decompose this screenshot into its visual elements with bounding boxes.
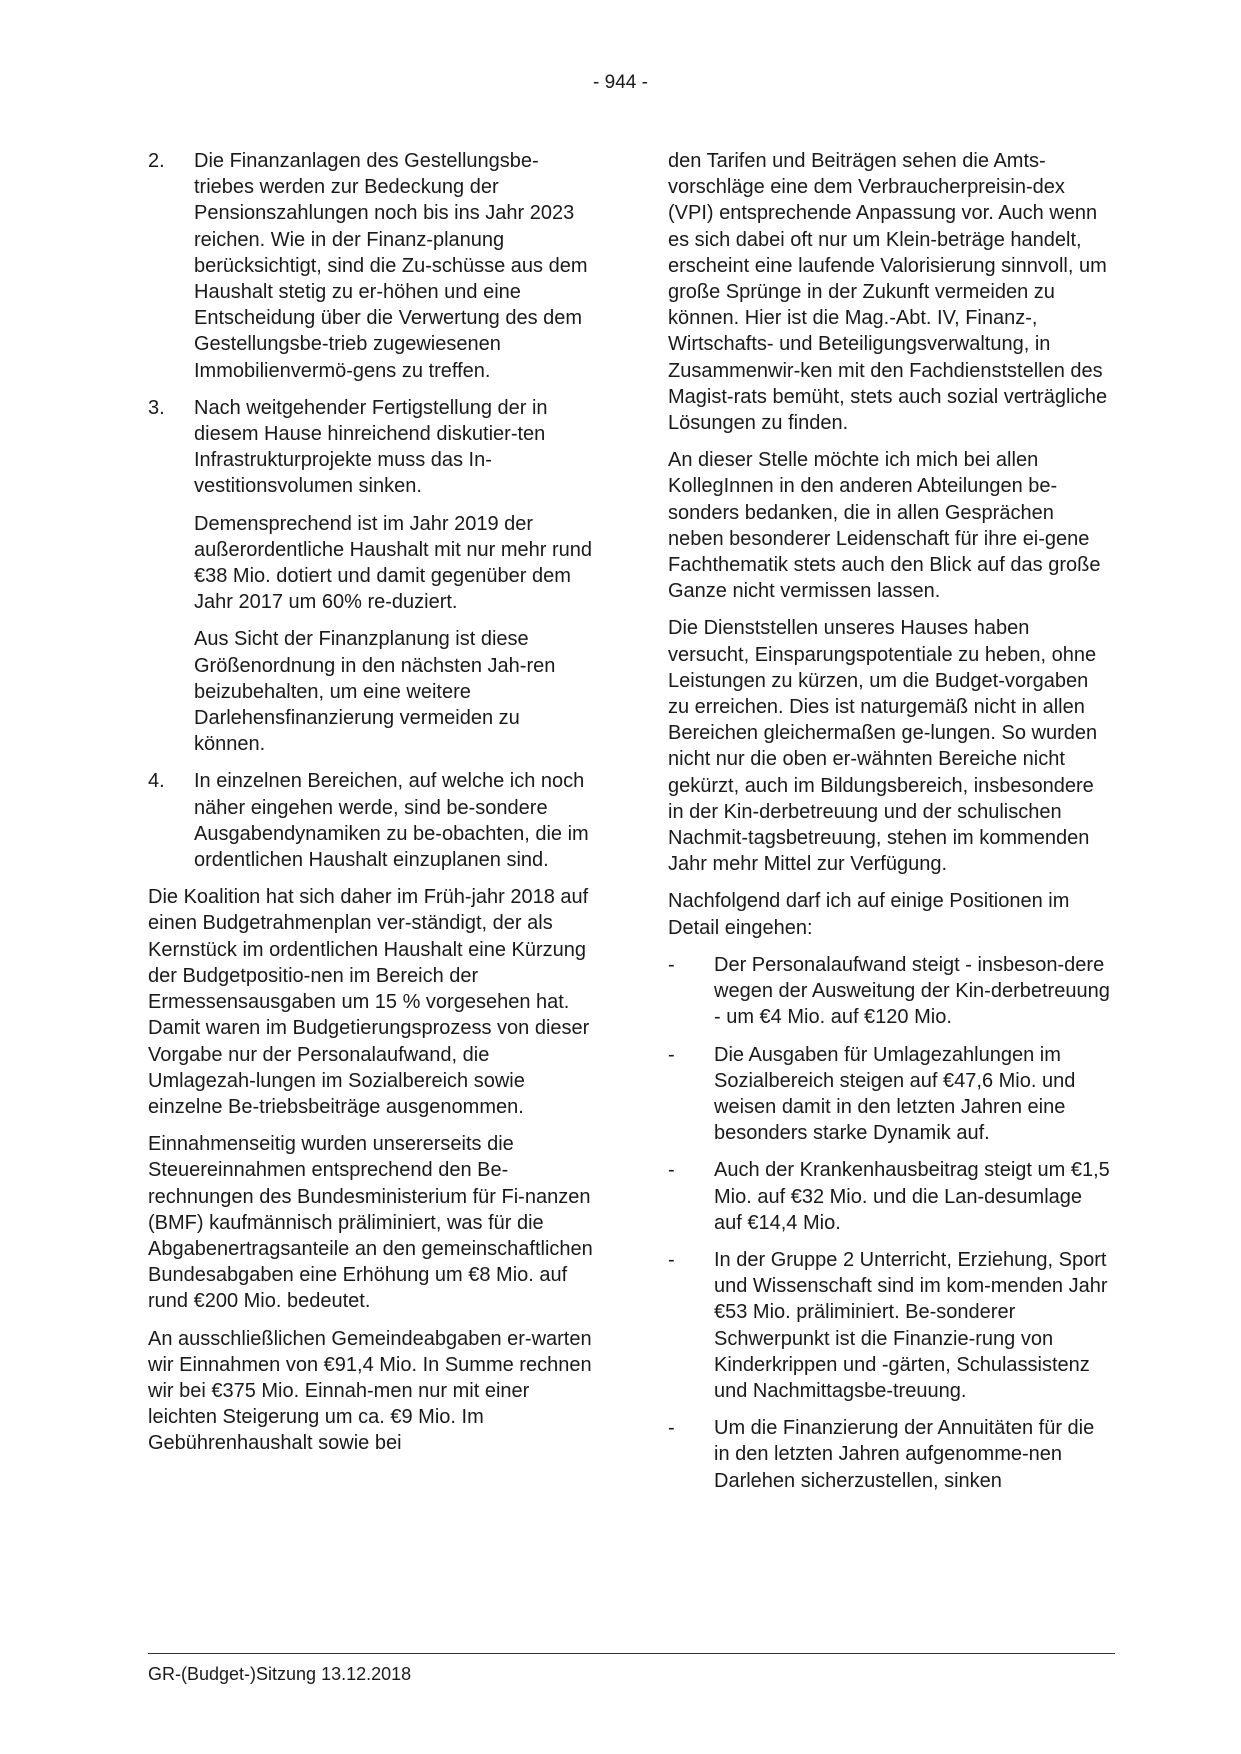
item-paragraph: In einzelnen Bereichen, auf welche ich noch näher eingehen werde, sind be-sondere Ausgabendynamiken zu be-obachten, die im ordentlichen Haushalt einzuplanen sind.	[194, 770, 589, 872]
dash-marker: -	[668, 1417, 675, 1440]
body-paragraph: An dieser Stelle möchte ich mich bei allen KollegInnen in den anderen Abteilungen be-sonders bedanken, die in allen Gesprächen neben besonderer Leidenschaft für ihre ei-gene Fachthematik stets auch den Blick auf das große Ganze nicht vermissen lassen.	[668, 449, 1101, 603]
body-paragraph: den Tarifen und Beiträgen sehen die Amts-vorschläge eine dem Verbraucherpreisin-dex (VPI) entsprechende Anpassung vor. Auch wenn es sich dabei oft nur um Klein-beträge handelt, erscheint eine laufende Valorisierung sinnvoll, um große Sprünge in der Zukunft vermeiden zu können. Hier ist die Mag.-Abt. IV, Finanz-, Wirtschafts- und Beteiligungsverwaltung, in Zusammenwir-ken mit den Fachdienststellen des Magist-rats bemüht, stets auch sozial verträgliche Lösungen zu finden.	[668, 150, 1108, 435]
item-paragraph: Aus Sicht der Finanzplanung ist diese Größenordnung in den nächsten Jah-ren beizubehalten, um eine weitere Darlehensfinanzierung vermeiden zu können.	[194, 628, 556, 756]
dash-marker: -	[668, 1159, 675, 1182]
item-paragraph: Um die Finanzierung der Annuitäten für die in den letzten Jahren aufgenomme-nen Darlehen sicherzustellen, sinken	[714, 1417, 1095, 1492]
footer-divider	[148, 1653, 1115, 1654]
item-paragraph: Die Finanzanlagen des Gestellungsbe-triebes werden zur Bedeckung der Pensionszahlungen noch bis ins Jahr 2023 reichen. Wie in der Finanz-planung berücksichtigt, sind die Zu-schüsse aus dem Haushalt stetig zu er-höhen und eine Entscheidung über die Verwertung des dem Gestellungsbe-trieb zugewiesenen Immobilienvermö-gens zu treffen.	[194, 150, 588, 382]
item-paragraph: In der Gruppe 2 Unterricht, Erziehung, Sport und Wissenschaft sind im kom-menden Jahr €53 Mio. präliminiert. Be-sonderer Schwerpunkt ist die Finanzie-rung von Kinderkrippen und -gärten, Schulassistenz und Nachmittagsbe-treuung.	[714, 1248, 1108, 1402]
dash-list-item	[668, 1415, 1113, 1494]
item-paragraph: Nach weitgehender Fertigstellung der in diesem Hause hinreichend diskutier-ten Infrastrukturprojekte muss das In-vestitionsvolumen sinken.	[194, 396, 548, 498]
dash-list-item	[668, 1042, 1113, 1147]
dash-marker: -	[668, 953, 675, 976]
dash-list-item	[668, 1157, 1113, 1236]
dash-marker: -	[668, 1248, 675, 1271]
item-number: 3.	[148, 396, 165, 419]
right-column	[668, 148, 1113, 1505]
footer-session-date: GR-(Budget-)Sitzung 13.12.2018	[148, 1664, 412, 1684]
page-number: - 944 -	[593, 72, 648, 93]
numbered-item-3	[148, 395, 593, 758]
dash-marker: -	[668, 1043, 675, 1066]
left-column	[148, 148, 593, 1468]
body-paragraph: Nachfolgend darf ich auf einige Positionen im Detail eingehen:	[668, 890, 1070, 939]
item-paragraph: Demensprechend ist im Jahr 2019 der außerordentliche Haushalt mit nur mehr rund €38 Mio. dotiert und damit gegenüber dem Jahr 2017 um 60% re-duziert.	[194, 512, 592, 614]
body-paragraph: Die Koalition hat sich daher im Früh-jahr 2018 auf einen Budgetrahmenplan ver-ständigt, der als Kernstück im ordentlichen Haushalt eine Kürzung der Budgetpositio-nen im Bereich der Ermessensausgaben um 15 % vorgesehen hat. Damit waren im Budgetierungsprozess von dieser Vorgabe nur der Personalaufwand, die Umlagezah-lungen im Sozialbereich sowie einzelne Be-triebsbeiträge ausgenommen.	[148, 886, 590, 1118]
body-paragraph: Einnahmenseitig wurden unsererseits die Steuereinnahmen entsprechend den Be-rechnungen des Bundesministerium für Fi-nanzen (BMF) kaufmännisch präliminiert, was für die Abgabenertragsanteile an den gemeinschaftlichen Bundesabgaben eine Erhöhung um €8 Mio. auf rund €200 Mio. bedeutet.	[148, 1133, 593, 1313]
item-paragraph: Der Personalaufwand steigt - insbeson-dere wegen der Ausweitung der Kin-derbetreuung - um €4 Mio. auf €120 Mio.	[714, 953, 1110, 1029]
body-paragraph: Die Dienststellen unseres Hauses haben versucht, Einsparungspotentiale zu heben, ohne Leistungen zu kürzen, um die Budget-vorgaben zu erreichen. Dies ist naturgemäß nicht in allen Bereichen gleichermaßen ge-lungen. So wurden nicht nur die oben er-wähnten Bereiche nicht gekürzt, auch im Bildungsbereich, insbesondere in der Kin-derbetreuung und der schulischen Nachmit-tagsbetreuung, stehen im kommenden Jahr mehr Mittel zur Verfügung.	[668, 617, 1098, 876]
dash-list-item	[668, 1247, 1113, 1404]
item-paragraph: Die Ausgaben für Umlagezahlungen im Sozialbereich steigen auf €47,6 Mio. und weisen damit in den letzten Jahren eine besonders starke Dynamik auf.	[714, 1043, 1076, 1145]
dash-list-item	[668, 952, 1113, 1031]
item-number: 4.	[148, 770, 165, 793]
item-number: 2.	[148, 150, 165, 172]
numbered-item-4	[148, 768, 593, 873]
numbered-item-2	[148, 148, 593, 384]
body-paragraph: An ausschließlichen Gemeindeabgaben er-warten wir Einnahmen von €91,4 Mio. In Summe rechnen wir bei €375 Mio. Einnah-men nur mit einer leichten Steigerung um ca. €9 Mio. Im Gebührenhaushalt sowie bei	[148, 1327, 592, 1455]
item-paragraph: Auch der Krankenhausbeitrag steigt um €1,5 Mio. auf €32 Mio. und die Lan-desumlage auf €14,4 Mio.	[714, 1159, 1110, 1234]
